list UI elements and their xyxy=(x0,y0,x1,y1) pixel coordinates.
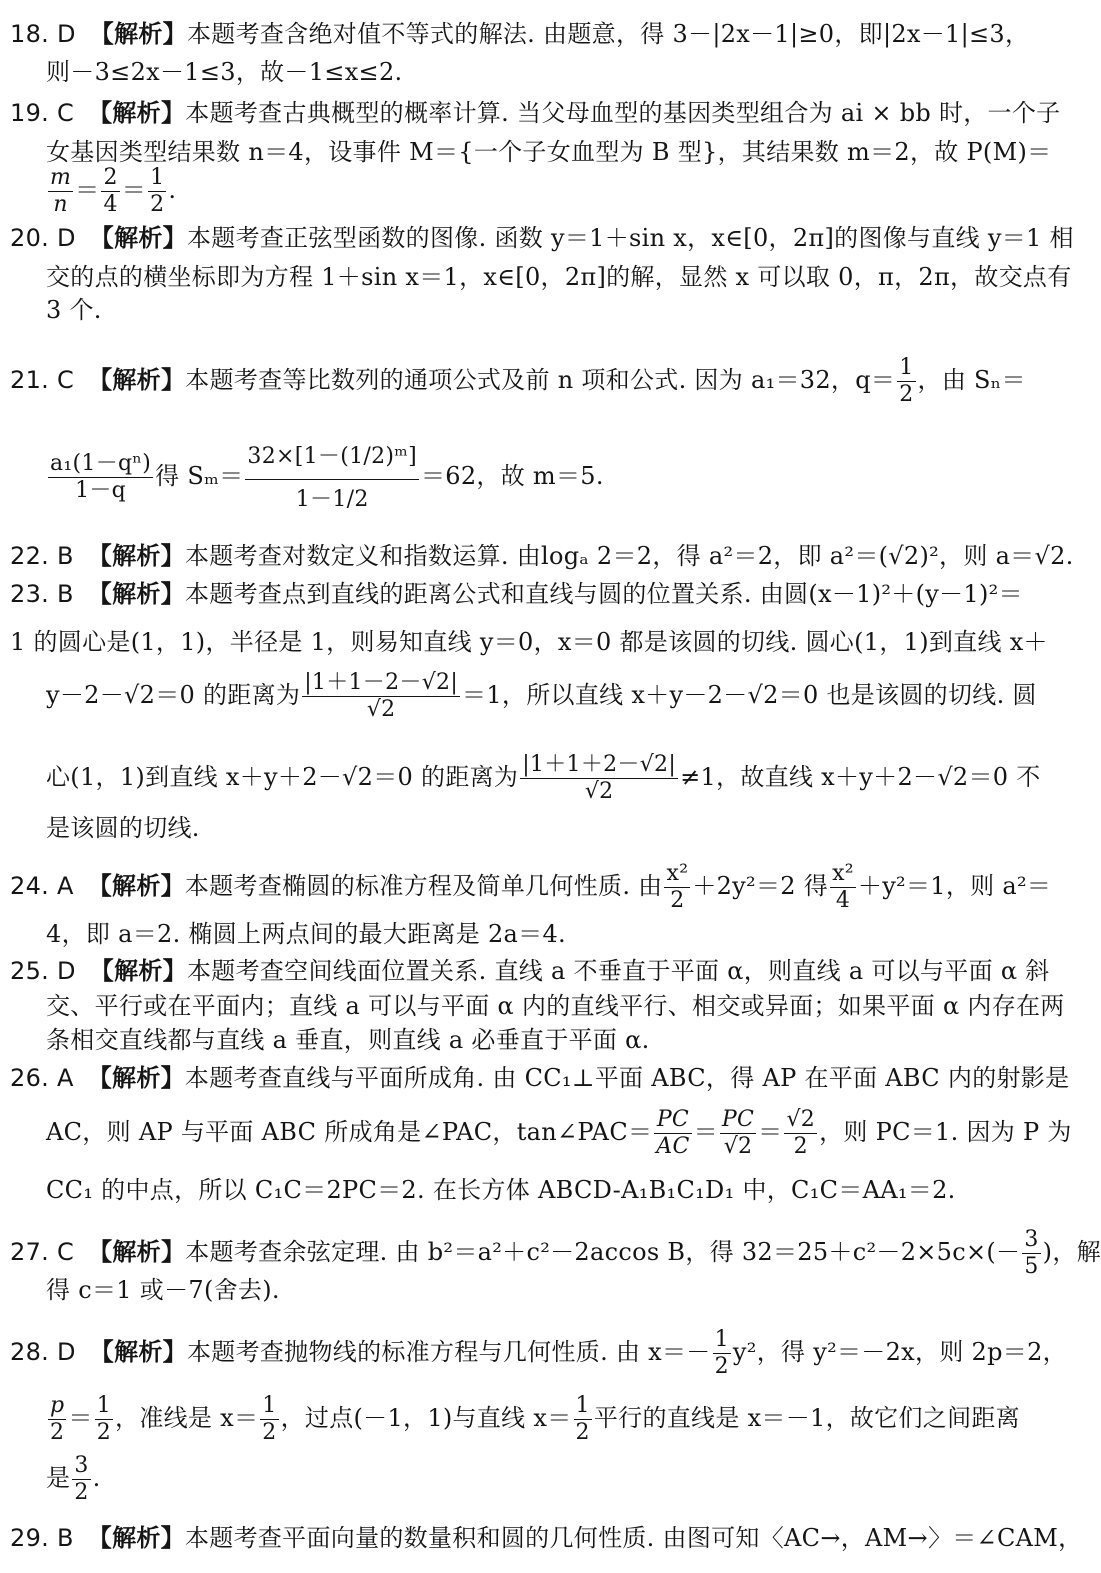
q25-analysis-tag: 【解析】 xyxy=(89,957,187,985)
q20-number: 20. D xyxy=(10,224,76,252)
q19-line-1: 19. C 【解析】本题考查古典概型的概率计算. 当父母血型的基因类型组合为 ai × bb 时，一个子 xyxy=(10,99,1061,127)
q27-line-2: 得 c＝1 或－7(舍去). xyxy=(46,1276,280,1304)
q29-analysis-tag: 【解析】 xyxy=(87,1524,185,1552)
q23-line-4: 心(1，1)到直线 x＋y＋2－√2＝0 的距离为 $\frac{|1+1+2-√2|}{√2}$ ≠1，故直线 x＋y＋2－√2＝0 不 xyxy=(46,752,1041,804)
q20-line-2: 交的点的横坐标即为方程 1＋sin x＝1，x∈[0，2π]的解，显然 x 可以取 0，π，2π，故交点有 xyxy=(46,263,1072,291)
fraction: $\frac{|1+1+2-√2|}{√2}$ xyxy=(522,752,677,804)
fraction: $\frac{\text{a₁(1－qⁿ)}}{1-q}$ xyxy=(50,451,152,503)
fraction: $\frac{\text{x²}}{4}$ xyxy=(832,861,854,913)
q28-analysis-tag: 【解析】 xyxy=(89,1338,187,1366)
q19-number: 19. C xyxy=(10,99,75,127)
fraction: $\frac{3}{5}$ xyxy=(1024,1227,1039,1279)
q25-line-2: 交、平行或在平面内；直线 a 可以与平面 α 内的直线平行、相交或异面；如果平面 α 内存在两 xyxy=(46,992,1065,1020)
q27-analysis-tag: 【解析】 xyxy=(88,1238,186,1266)
fraction: $\frac{2}{4}$ xyxy=(103,165,118,217)
q26-line-2: AC，则 AP 与平面 ABC 所成角是∠PAC，tan∠PAC＝ $\frac{PC}{AC}$ ＝ $\frac{PC}{√2}$ ＝ $\frac{√2}{2}$ ，则 PC＝1. 因为 P 为 xyxy=(46,1107,1072,1159)
fraction: $\frac{|1+1-2-√2|}{√2}$ xyxy=(304,670,459,722)
q21-analysis-tag: 【解析】 xyxy=(88,366,186,394)
q18-analysis-tag: 【解析】 xyxy=(89,20,187,48)
q23-line-3: y－2－√2＝0 的距离为 $\frac{|1+1-2-√2|}{√2}$ ＝1，所以直线 x＋y－2－√2＝0 也是该圆的切线. 圆 xyxy=(46,670,1037,722)
fraction: $\frac{1}{2}$ xyxy=(899,355,914,407)
q21-line-1: 21. C 【解析】本题考查等比数列的通项公式及前 n 项和公式. 因为 a₁＝32，q＝ $\frac{1}{2}$ ，由 Sₙ＝ xyxy=(10,355,1026,407)
q26-line-3: CC₁ 的中点，所以 C₁C＝2PC＝2. 在长方体 ABCD-A₁B₁C₁D₁ 中，C₁C＝AA₁＝2. xyxy=(46,1176,956,1204)
fraction: $\frac{PC}{AC}$ xyxy=(656,1107,690,1159)
q29-line-1: 29. B 【解析】本题考查平面向量的数量积和圆的几何性质. 由图可知〈AC→，AM→〉＝∠CAM， xyxy=(10,1524,1083,1552)
q18-number: 18. D xyxy=(10,20,76,48)
q24-number: 24. A xyxy=(10,872,74,900)
q21-line-2: $\frac{\text{a₁(1－qⁿ)}}{1-q}$ 得 Sₘ＝ $\frac{\text{32×[1－(1/2)ᵐ]}}{1-1/2}$ ＝62，故 m＝5. xyxy=(46,420,1072,532)
q20-line-1: 20. D 【解析】本题考查正弦型函数的图像. 函数 y＝1＋sin x，x∈[0，2π]的图像与直线 y＝1 相 xyxy=(10,224,1074,252)
q23-analysis-tag: 【解析】 xyxy=(87,580,185,608)
fraction: $\frac{1}{2}$ xyxy=(150,165,165,217)
fraction: $\frac{\text{32×[1－(1/2)ᵐ]}}{1-1/2}$ xyxy=(245,435,419,520)
q23-number: 23. B xyxy=(10,580,74,608)
q20-analysis-tag: 【解析】 xyxy=(89,224,187,252)
q28-line-1: 28. D 【解析】本题考查抛物线的标准方程与几何性质. 由 x＝－ $\frac{1}{2}$ y²，得 y²＝－2x，则 2p＝2， xyxy=(10,1327,1067,1379)
q18-line-2: 则－3≤2x－1≤3，故－1≤x≤2. xyxy=(46,58,403,86)
q19-line-3: $\frac{m}{n}$ ＝ $\frac{2}{4}$ ＝ $\frac{1}{2}$ . xyxy=(50,165,177,217)
fraction: $\frac{p}{2}$ xyxy=(50,1393,65,1445)
q24-line-1: 24. A 【解析】本题考查椭圆的标准方程及简单几何性质. 由 $\frac{\text{x²}}{2}$ ＋2y²＝2 得 $\frac{\text{x²}}{4}$ ＋y²＝1，则 a²＝ xyxy=(10,861,1052,913)
fraction: $\frac{1}{2}$ xyxy=(714,1327,729,1379)
q25-number: 25. D xyxy=(10,957,76,985)
q28-line-2: $\frac{p}{2}$ ＝ $\frac{1}{2}$ ，准线是 x＝ $\frac{1}{2}$ ，过点(－1，1)与直线 x＝ $\frac{1}{2}$ 平行的直线是 x＝－1，故它们之间距离 xyxy=(50,1393,1020,1445)
q27-number: 27. C xyxy=(10,1238,75,1266)
q24-analysis-tag: 【解析】 xyxy=(87,872,185,900)
q26-analysis-tag: 【解析】 xyxy=(87,1064,185,1092)
q19-line-2: 女基因类型结果数 n＝4，设事件 M＝{一个子女血型为 B 型}，其结果数 m＝2，故 P(M)＝ xyxy=(46,138,1052,166)
q23-line-1: 23. B 【解析】本题考查点到直线的距离公式和直线与圆的位置关系. 由圆(x－1)²＋(y－1)²＝ xyxy=(10,580,1023,608)
q18-line-1: 18. D 【解析】本题考查含绝对值不等式的解法. 由题意，得 3－|2x－1|≥0，即|2x－1|≤3， xyxy=(10,20,1030,48)
q19-analysis-tag: 【解析】 xyxy=(88,99,186,127)
fraction: $\frac{3}{2}$ xyxy=(74,1453,89,1505)
q29-number: 29. B xyxy=(10,1524,74,1552)
q24-line-2: 4，即 a＝2. 椭圆上两点间的最大距离是 2a＝4. xyxy=(46,920,566,948)
q26-number: 26. A xyxy=(10,1064,74,1092)
q22-line-1: 22. B 【解析】本题考查对数定义和指数运算. 由logₐ 2＝2，得 a²＝2，即 a²＝(√2)²，则 a＝√2. xyxy=(10,542,1074,570)
fraction: $\frac{\text{x²}}{2}$ xyxy=(666,861,689,913)
fraction: $\frac{PC}{√2}$ xyxy=(721,1107,755,1159)
q26-line-1: 26. A 【解析】本题考查直线与平面所成角. 由 CC₁⊥平面 ABC，得 AP 在平面 ABC 内的射影是 xyxy=(10,1064,1070,1092)
q25-line-3: 条相交直线都与直线 a 垂直，则直线 a 必垂直于平面 α. xyxy=(46,1026,650,1054)
q22-number: 22. B xyxy=(10,542,74,570)
q22-analysis-tag: 【解析】 xyxy=(87,542,185,570)
q20-line-3: 3 个. xyxy=(46,296,102,324)
q27-line-1: 27. C 【解析】本题考查余弦定理. 由 b²＝a²＋c²－2accos B，得 32＝25＋c²－2×5c×(－ $\frac{3}{5}$ )，解 xyxy=(10,1227,1101,1279)
q23-line-5: 是该圆的切线. xyxy=(46,814,200,842)
q21-number: 21. C xyxy=(10,366,75,394)
fraction: $\frac{1}{2}$ xyxy=(96,1393,112,1445)
q28-number: 28. D xyxy=(10,1338,76,1366)
q28-line-3: 是 $\frac{3}{2}$ . xyxy=(46,1453,101,1505)
q25-line-1: 25. D 【解析】本题考查空间线面位置关系. 直线 a 不垂直于平面 α，则直线 a 可以与平面 α 斜 xyxy=(10,957,1050,985)
fraction: $\frac{m}{n}$ xyxy=(50,165,72,217)
fraction: $\frac{√2}{2}$ xyxy=(786,1107,816,1159)
q23-line-2: 1 的圆心是(1，1)，半径是 1，则易知直线 y＝0，x＝0 都是该圆的切线. 圆心(1，1)到直线 x＋ xyxy=(10,628,1048,656)
fraction: $\frac{1}{2}$ xyxy=(575,1393,590,1445)
fraction: $\frac{1}{2}$ xyxy=(262,1393,277,1445)
